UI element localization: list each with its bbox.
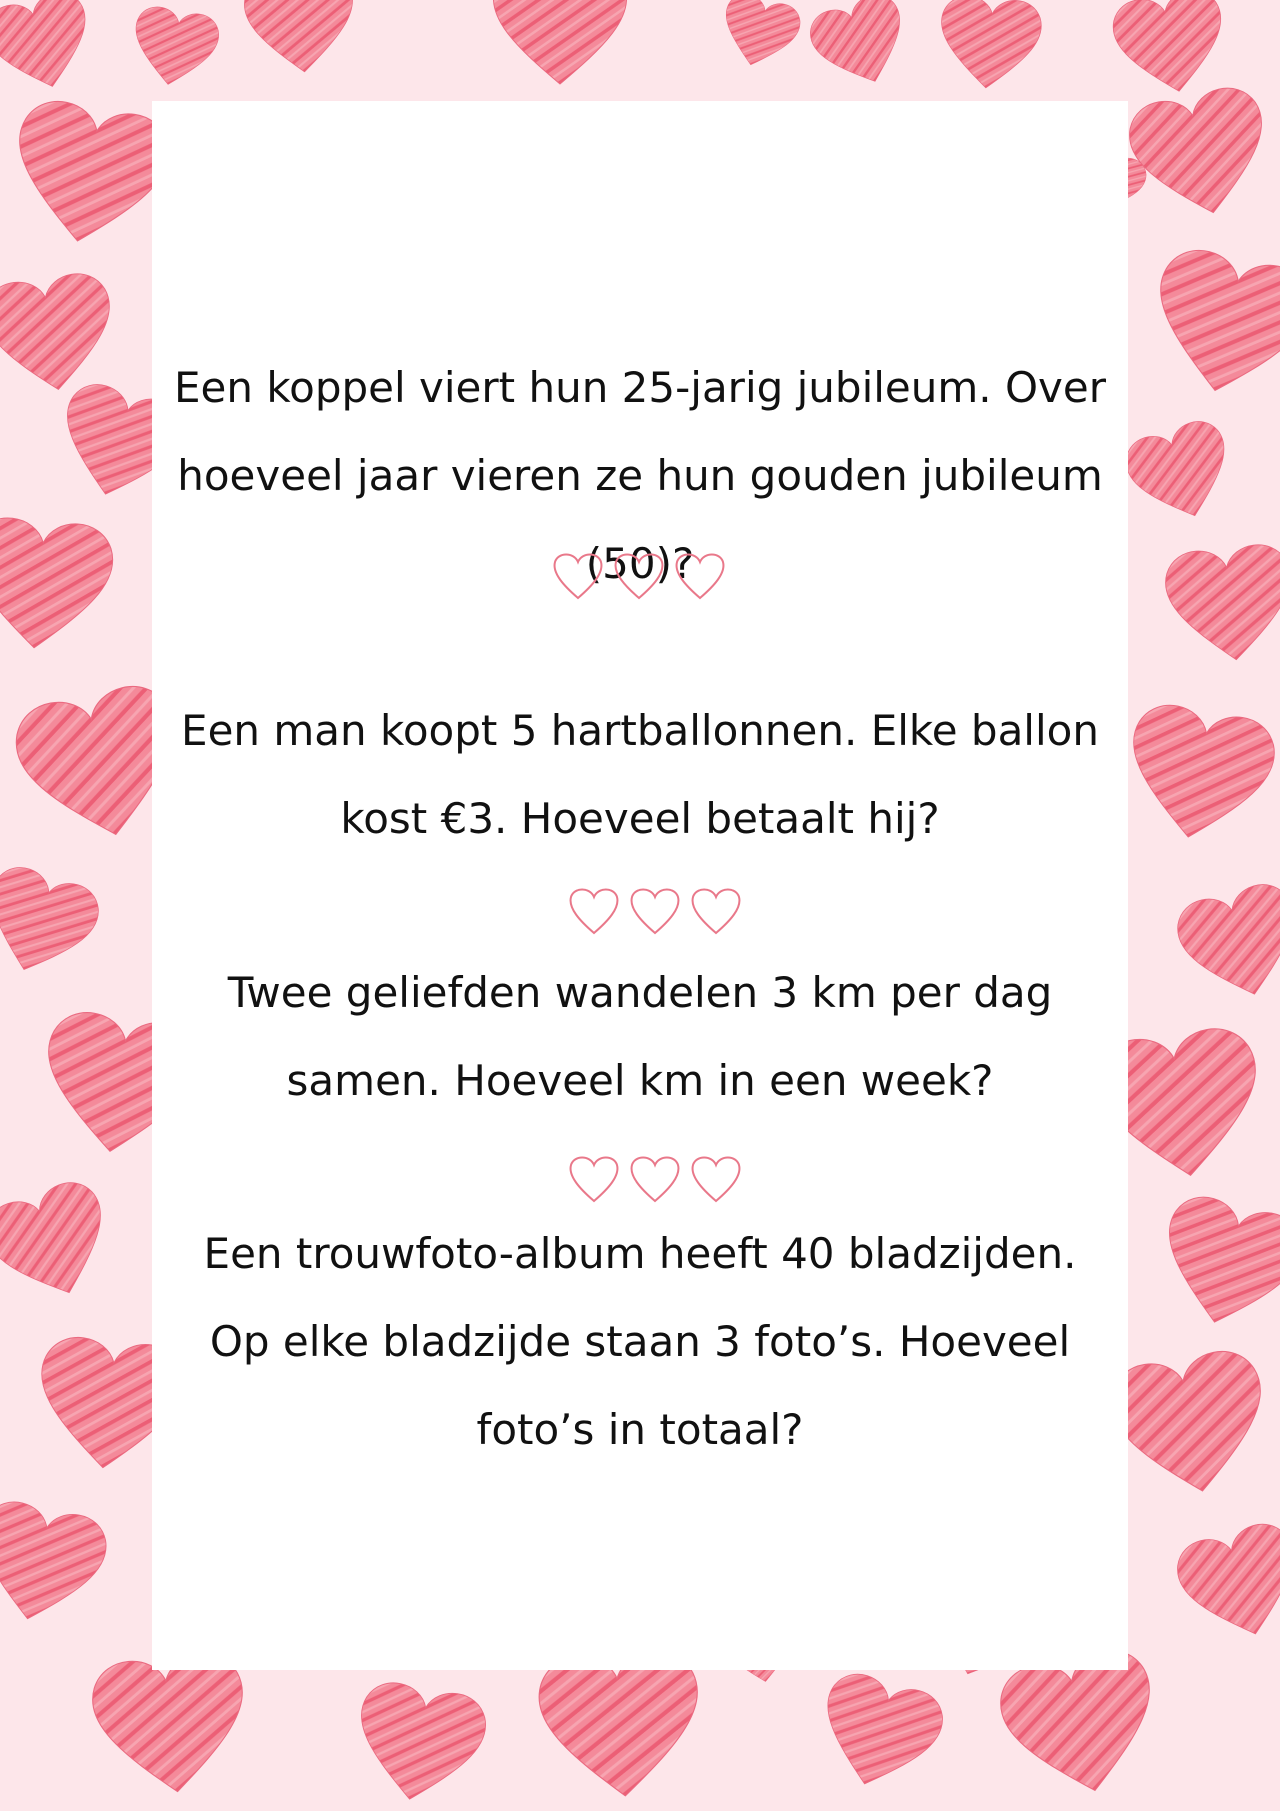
scribbled-heart-icon — [1150, 1190, 1280, 1338]
scribbled-heart-icon — [127, 4, 222, 92]
scribbled-heart-icon — [1171, 1517, 1280, 1650]
question-4-line-1: Een trouwfoto-album heeft 40 bladzijden. — [203, 1229, 1077, 1278]
question-4-line-3: foto’s in totaal? — [476, 1405, 804, 1454]
scribbled-heart-icon — [804, 0, 918, 97]
question-3-line-2: samen. Hoeveel km in een week? — [286, 1056, 994, 1105]
scribbled-heart-icon — [0, 270, 120, 398]
heart-outline-icon — [152, 1151, 1128, 1211]
scribbled-heart-icon — [1162, 542, 1280, 667]
question-3 — [152, 949, 1128, 1125]
scribbled-heart-icon — [1105, 1345, 1276, 1504]
question-2-line-1: Een man koopt 5 hartballonnen. Elke ballon — [181, 706, 1099, 755]
question-1-line-3: (50)? — [585, 539, 695, 588]
question-2 — [152, 687, 1128, 863]
question-4 — [152, 1210, 1128, 1474]
question-2-line-2: kost €3. Hoeveel betaalt hij? — [340, 794, 940, 843]
scribbled-heart-icon — [1120, 415, 1243, 531]
scribbled-heart-icon — [1123, 82, 1278, 227]
question-card — [152, 101, 1128, 1670]
heart-divider-3 — [152, 1151, 1128, 1211]
scribbled-heart-icon — [89, 1650, 252, 1800]
scribbled-heart-icon — [0, 1174, 124, 1312]
heart-divider-2 — [152, 883, 1128, 943]
scribbled-heart-icon — [0, 860, 105, 986]
question-1-line-1: Een koppel viert hun 25-jarig jubileum. Over — [173, 363, 1107, 412]
scribbled-heart-icon — [242, 0, 358, 77]
heart-outline-icon — [152, 883, 1128, 943]
scribbled-heart-icon — [0, 0, 101, 99]
scribbled-heart-icon — [348, 1678, 491, 1810]
scribbled-heart-icon — [808, 1667, 949, 1800]
scribbled-heart-icon — [0, 1496, 112, 1632]
question-1-line-2: hoeveel jaar vieren ze hun gouden jubileum — [177, 451, 1103, 500]
scribbled-heart-icon — [536, 1649, 704, 1802]
heart-divider-1 — [152, 548, 1128, 608]
scribbled-heart-icon — [493, 0, 626, 84]
question-3-line-1: Twee geliefden wandelen 3 km per dag — [227, 968, 1053, 1017]
scribbled-heart-icon — [714, 0, 804, 74]
scribbled-heart-icon — [936, 0, 1043, 92]
scribbled-heart-icon — [1171, 878, 1280, 1009]
heart-outline-icon — [152, 548, 1128, 608]
scribbled-heart-icon — [1142, 243, 1280, 406]
question-4-line-2: Op elke bladzijde staan 3 foto’s. Hoeveel — [209, 1317, 1071, 1366]
scribbled-heart-icon — [1118, 700, 1280, 850]
scribbled-heart-icon — [4, 95, 175, 254]
scribbled-heart-icon — [1109, 0, 1233, 101]
scribbled-heart-icon — [0, 515, 116, 654]
